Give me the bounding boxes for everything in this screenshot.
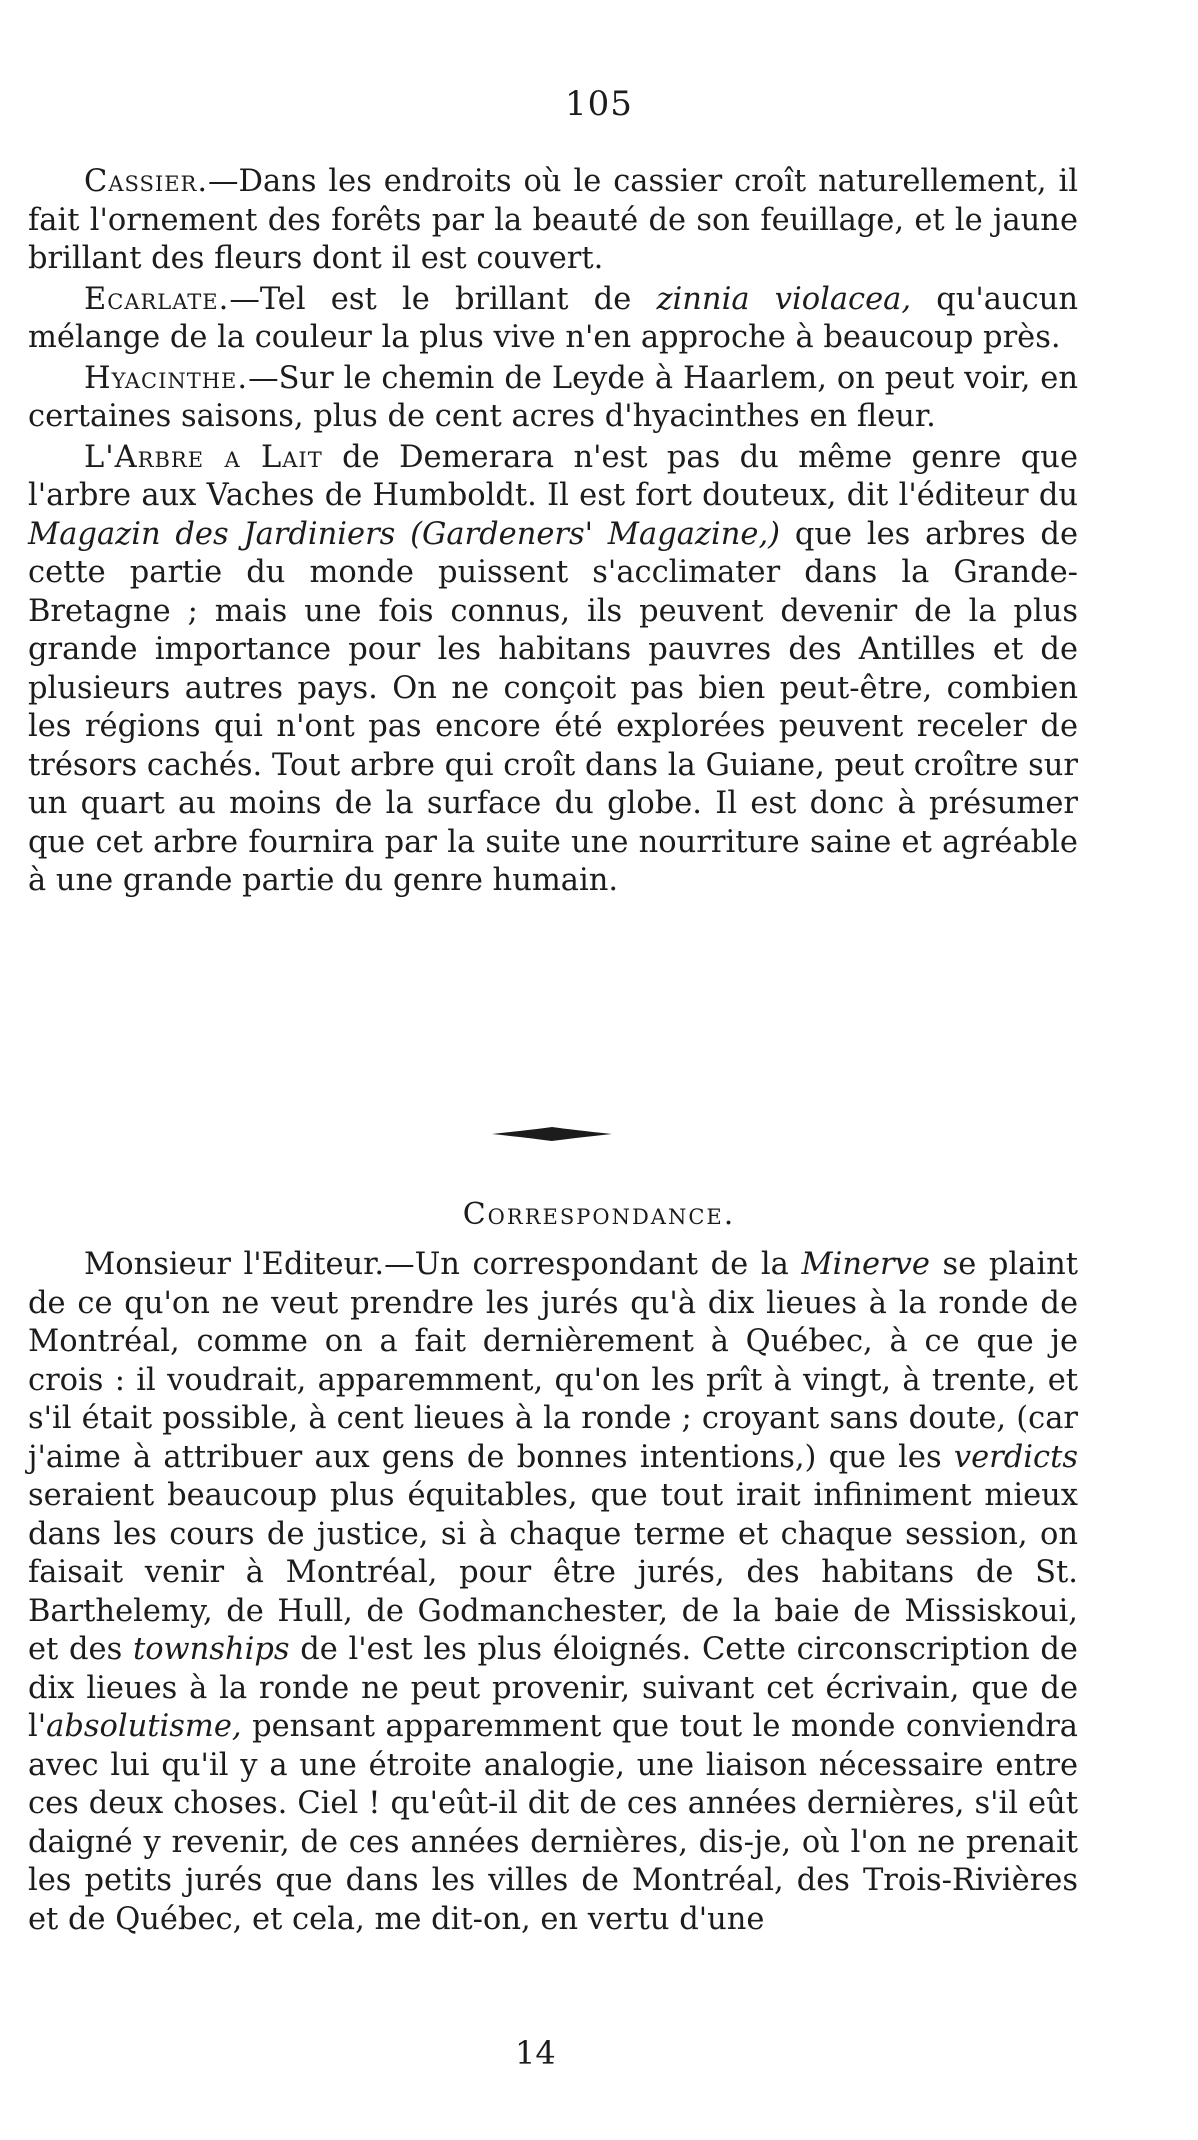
page-number: 105 (565, 84, 633, 124)
entry-text: —Sur le chemin de Leyde à Haarlem, on peut voir, en certaines saisons, plus de cent acres d'hyacinthes en fleur. (28, 360, 1078, 434)
italic-run: absolutisme, (46, 1709, 242, 1744)
entry-cassier (28, 163, 1078, 279)
entry-text: que les arbres de cette partie du monde puissent s'acclimater dans la Grande-Bretagne ; mais une fois connus, ils peuvent devenir de la plus grande importance pour les habitans pauvres des Antilles et de plusieurs autres pays. On ne conçoit pas bien peut-être, combien les régions qui n'ont pas encore été explorées peuvent receler de trésors cachés. Tout arbre qui croît dans la Guiane, peut croître sur un quart au moins de la surface du globe. Il est donc à présumer que cet arbre fournira par la suite une nourriture saine et agréable à une grande partie du genre humain. (28, 516, 1078, 898)
text-run: pensant apparemment que tout le monde conviendra avec lui qu'il y a une étroite analogie, une liaison nécessaire entre ces deux choses. Ciel ! qu'eût-il dit de ces années dernières, s'il eût daigné y revenir, de ces années dernières, dis-je, où l'on ne prenait les petits jurés que dans les villes de Montréal, des Trois-Rivières et de Québec, et cela, me dit-on, en vertu d'une (28, 1709, 1078, 1937)
ornament-rule-icon (490, 1124, 614, 1144)
entry-arbre-a-lait (28, 439, 1078, 901)
entry-ecarlate (28, 281, 1078, 358)
italic-run: townships (132, 1632, 290, 1667)
glossary-entries (28, 163, 1078, 901)
entry-term: Ecarlate. (84, 281, 230, 317)
entry-term: Cassier. (84, 164, 209, 199)
text-run: se plaint de ce qu'on ne veut prendre les jurés qu'à dix lieues à la ronde de Montréal, comme on a fait dernièrement à Québec, à ce que je crois : il voudrait, apparemment, qu'on les prît à vingt, à trente, et s'il était possible, à cent lieues à la ronde ; croyant sans doute, (car j'aime à attribuer aux gens de bonnes intentions,) que les (28, 1247, 1078, 1475)
section-heading: Correspondance. (462, 1197, 736, 1232)
entry-text: qu'aucun mélange de la couleur la plus vive n'en approche à beaucoup près. (28, 281, 1078, 355)
correspondance-paragraph (28, 1246, 1078, 1939)
italic-run: verdicts (953, 1439, 1078, 1475)
signature-mark: 14 (515, 2034, 556, 2072)
correspondance-body (28, 1246, 1078, 1939)
entry-hyacinthe (28, 360, 1078, 437)
text-run: seraient beaucoup plus équitables, que tout irait infiniment mieux dans les cours de justice, si à chaque terme et chaque session, on faisait venir à Montréal, pour être jurés, des habitans de St. Barthelemy, de Hull, de Godmanchester, de la baie de Missiskoui, et des (28, 1478, 1078, 1667)
entry-text: de Demerara n'est pas du même genre que l'arbre aux Vaches de Humboldt. Il est fort douteux, dit l'éditeur du (28, 439, 1078, 513)
entry-italic: Magazin des Jardiniers (Gardeners' Magazine,) (28, 516, 781, 552)
entry-term: L'Arbre a Lait (84, 439, 323, 475)
text-run: de l'est les plus éloignés. Cette circonscription de dix lieues à la ronde ne peut provenir, suivant cet écrivain, que de l' (28, 1632, 1078, 1744)
entry-text: —Tel est le brillant de (229, 281, 657, 317)
entry-italic: zinnia violacea, (656, 281, 912, 317)
entry-term: Hyacinthe. (84, 360, 249, 396)
italic-run: Minerve (801, 1247, 930, 1282)
text-run: Monsieur l'Editeur.—Un correspondant de la (84, 1247, 802, 1282)
entry-text: —Dans les endroits où le cassier croît naturellement, il fait l'ornement des forêts par la beauté de son feuillage, et le jaune brillant des fleurs dont il est couvert. (28, 164, 1078, 276)
